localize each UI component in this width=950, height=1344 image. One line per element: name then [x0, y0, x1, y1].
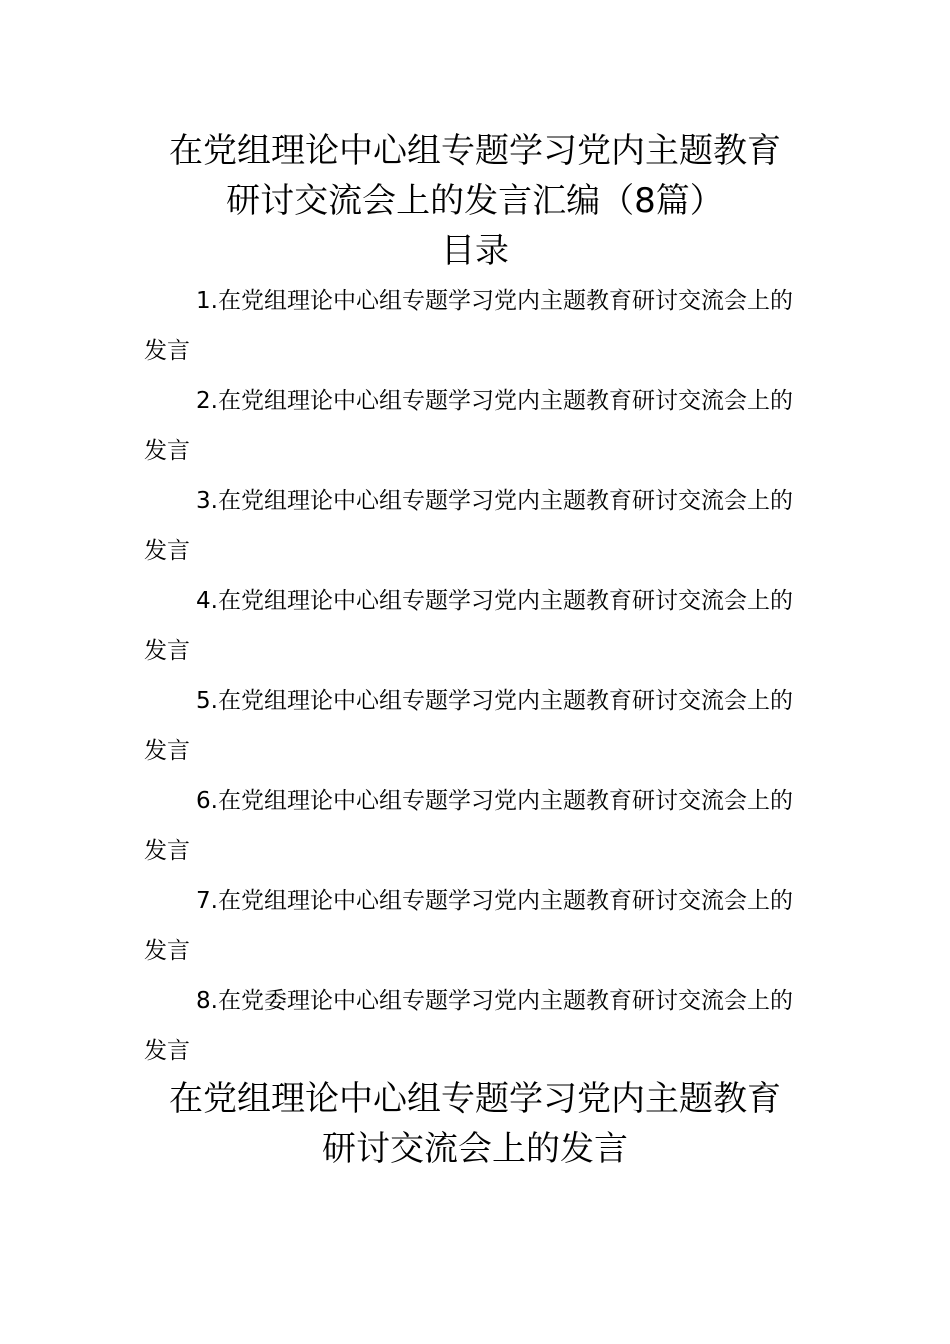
toc-item-3[interactable]: 3.在党组理论中心组专题学习党内主题教育研讨交流会上的发言 — [144, 488, 793, 564]
table-of-contents — [144, 276, 810, 1076]
toc-item-6[interactable]: 6.在党组理论中心组专题学习党内主题教育研讨交流会上的发言 — [144, 788, 793, 864]
document-title-line-1: 在党组理论中心组专题学习党内主题教育 — [169, 131, 781, 171]
toc-item-5[interactable]: 5.在党组理论中心组专题学习党内主题教育研讨交流会上的发言 — [144, 688, 793, 764]
toc-heading: 目录 — [441, 231, 509, 271]
toc-item-4[interactable]: 4.在党组理论中心组专题学习党内主题教育研讨交流会上的发言 — [144, 588, 793, 664]
section-title-line-2: 研讨交流会上的发言 — [322, 1129, 628, 1169]
section-title-line-1: 在党组理论中心组专题学习党内主题教育 — [169, 1079, 781, 1119]
toc-item-8[interactable]: 8.在党委理论中心组专题学习党内主题教育研讨交流会上的发言 — [144, 988, 793, 1064]
toc-item-7[interactable]: 7.在党组理论中心组专题学习党内主题教育研讨交流会上的发言 — [144, 888, 793, 964]
document-title-line-2: 研讨交流会上的发言汇编（8篇） — [226, 181, 724, 221]
section-title — [140, 1074, 810, 1174]
toc-item-1[interactable]: 1.在党组理论中心组专题学习党内主题教育研讨交流会上的发言 — [144, 288, 793, 364]
document-title — [140, 126, 810, 226]
toc-item-2[interactable]: 2.在党组理论中心组专题学习党内主题教育研讨交流会上的发言 — [144, 388, 793, 464]
